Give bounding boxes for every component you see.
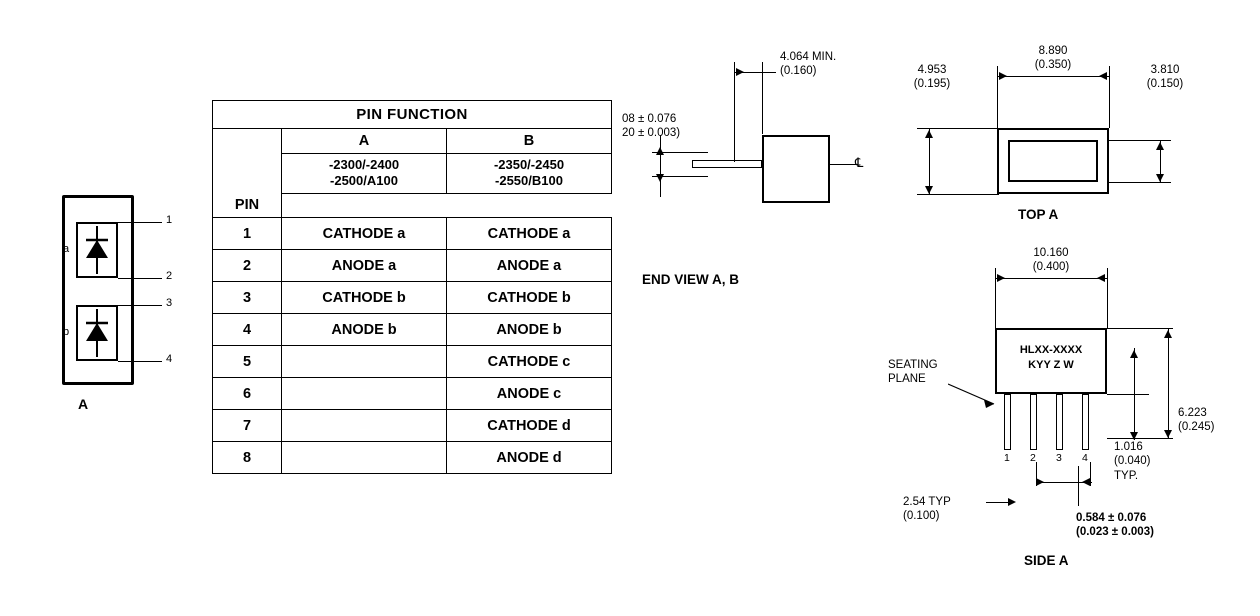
table-row <box>213 410 612 442</box>
row-0-a: CATHODE a <box>282 218 447 250</box>
top-view-right-arrow-up <box>1156 142 1164 150</box>
top-view-right-line2: (0.150) <box>1146 78 1184 91</box>
side-view-leadwidth-line2: (0.023 ± 0.003) <box>1076 526 1154 539</box>
top-view-right-ext-bottom <box>1109 182 1171 183</box>
row-3-pin: 4 <box>213 314 282 346</box>
row-1-pin: 2 <box>213 250 282 282</box>
table-row <box>213 282 612 314</box>
row-4-a <box>282 346 447 378</box>
side-view-lead-ext <box>1107 394 1149 395</box>
row-5-b: ANODE c <box>447 378 612 410</box>
pin-function-table <box>212 100 612 474</box>
side-view-width-arrow-left <box>997 274 1005 282</box>
end-view-left-dim-line1: 08 ± 0.076 <box>622 113 677 125</box>
top-view-height-arrow-up <box>925 130 933 138</box>
pin-function-title: PIN FUNCTION <box>213 101 612 129</box>
end-view-caption: END VIEW A, B <box>642 272 740 287</box>
header-col-b-parts-line1: -2350/-2450 <box>493 157 565 172</box>
pin-3-lead <box>118 305 162 306</box>
row-5-a <box>282 378 447 410</box>
header-pin-label: PIN <box>213 193 282 218</box>
table-header-letters <box>213 129 612 154</box>
top-view-width-arrow-right <box>1099 72 1107 80</box>
table-row <box>213 378 612 410</box>
row-7-b: ANODE d <box>447 442 612 474</box>
end-view-left-dim-line2: 20 ± 0.003) <box>622 127 681 140</box>
side-view-pitch-ext-left <box>1036 462 1037 486</box>
seating-plane-label <box>888 358 938 387</box>
side-view-height-line1: 6.223 <box>1178 407 1207 419</box>
top-view-width-line1: 8.890 <box>1038 45 1068 57</box>
diode-b-symbol <box>78 307 116 359</box>
row-3-a: ANODE b <box>282 314 447 346</box>
row-5-pin: 6 <box>213 378 282 410</box>
side-view-marking-line1: HLXX-XXXX <box>1019 344 1083 356</box>
table-title-row <box>213 101 612 129</box>
end-view-arrow-up <box>656 147 664 155</box>
top-view-left-dimension <box>900 63 964 92</box>
table-row <box>213 442 612 474</box>
side-view-lead-line3: TYP. <box>1114 469 1139 482</box>
end-view-lead <box>692 160 762 168</box>
side-view-leadwidth-ext <box>1078 466 1079 506</box>
side-view-pitch-leader-arrow <box>1008 498 1016 506</box>
pin-2-number: 2 <box>166 270 173 282</box>
top-view-right-ext-top <box>1109 140 1171 141</box>
side-view-pitch-line2: (0.100) <box>903 510 940 523</box>
top-view-right-arrow-down <box>1156 174 1164 182</box>
diode-a-box <box>76 222 118 278</box>
side-view-height-ext-bottom <box>1107 438 1173 439</box>
row-6-a <box>282 410 447 442</box>
side-view-leadwidth-dimension <box>1076 511 1154 540</box>
package-symbol-caption: A <box>78 396 89 412</box>
top-view-width-line2: (0.350) <box>1034 59 1072 72</box>
table-row <box>213 346 612 378</box>
side-view-height-dimension <box>1178 406 1214 435</box>
side-view-lead-2 <box>1030 394 1037 450</box>
side-view-caption: SIDE A <box>1024 553 1069 568</box>
side-view-width-arrow-right <box>1097 274 1105 282</box>
side-view-width-line2: (0.400) <box>1032 261 1070 274</box>
side-view-height-dim-line <box>1168 328 1169 438</box>
row-3-b: ANODE b <box>447 314 612 346</box>
side-view-pin-number-1: 1 <box>1004 452 1010 464</box>
top-view-inner-window <box>1008 140 1098 182</box>
side-view-lead-dimension <box>1114 440 1150 483</box>
top-view-height-arrow-down <box>925 186 933 194</box>
top-view-width-arrow-left <box>999 72 1007 80</box>
top-view-height-ext-bottom <box>917 194 999 195</box>
side-view-height-arrow-up <box>1164 330 1172 338</box>
top-view-right-dimension <box>1133 63 1197 92</box>
row-7-pin: 8 <box>213 442 282 474</box>
header-col-b-letter: B <box>447 129 612 154</box>
row-6-pin: 7 <box>213 410 282 442</box>
header-col-b-parts <box>447 154 612 194</box>
table-header-pin-row <box>213 193 612 218</box>
diode-a-label: a <box>63 243 70 255</box>
header-col-a-parts-line1: -2300/-2400 <box>328 157 400 172</box>
side-view-pitch-arrow-left <box>1036 478 1044 486</box>
pin-4-lead <box>118 361 162 362</box>
side-view-lead-line2: (0.040) <box>1114 455 1151 468</box>
side-view-pin-number-3: 3 <box>1056 452 1062 464</box>
pin-3-number: 3 <box>166 297 173 309</box>
top-view-left-line2: (0.195) <box>913 78 951 91</box>
side-view-pitch-dimension <box>903 495 951 524</box>
end-view-body <box>762 135 830 203</box>
side-view-leadwidth-line1: 0.584 ± 0.076 <box>1076 512 1147 524</box>
row-1-b: ANODE a <box>447 250 612 282</box>
side-view-height-ext-top <box>1107 328 1173 329</box>
pin-1-lead <box>118 222 162 223</box>
pin-4-number: 4 <box>166 353 173 365</box>
top-view-caption: TOP A <box>1018 207 1059 222</box>
end-view-top-arrow-right <box>736 68 744 76</box>
end-view-centerline <box>830 164 858 165</box>
side-view-lead-arrow-up <box>1130 350 1138 358</box>
side-view-width-line1: 10.160 <box>1033 247 1069 259</box>
side-view-width-dimension <box>1011 246 1091 275</box>
side-view-height-arrow-down <box>1164 430 1172 438</box>
top-view-width-dim-line <box>997 76 1109 77</box>
row-2-pin: 3 <box>213 282 282 314</box>
diode-a-symbol <box>78 224 116 276</box>
top-view-ext-right <box>1109 66 1110 128</box>
row-1-a: ANODE a <box>282 250 447 282</box>
header-col-a-parts-line2: -2500/A100 <box>330 173 398 189</box>
table-row <box>213 314 612 346</box>
top-view-width-dimension <box>1013 44 1093 73</box>
row-6-b: CATHODE d <box>447 410 612 442</box>
end-view-top-dim-line1: 4.064 MIN. <box>780 51 837 63</box>
row-2-a: CATHODE b <box>282 282 447 314</box>
seating-plane-line1: SEATING <box>888 359 938 371</box>
table-row <box>213 218 612 250</box>
top-view-right-line1: 3.810 <box>1150 64 1180 76</box>
side-view-height-line2: (0.245) <box>1178 421 1215 434</box>
end-view-top-dim-line2: (0.160) <box>780 65 817 78</box>
row-4-b: CATHODE c <box>447 346 612 378</box>
end-view-left-dimension <box>622 112 680 141</box>
end-view-top-ext-left <box>734 62 735 162</box>
side-view-pitch-ext-right <box>1090 462 1091 486</box>
row-0-b: CATHODE a <box>447 218 612 250</box>
header-col-a-parts <box>282 154 447 194</box>
side-view-pitch-line1: 2.54 TYP <box>903 496 951 508</box>
side-view-body-marking <box>995 344 1107 371</box>
seating-plane-line2: PLANE <box>888 373 926 386</box>
top-view-left-line1: 4.953 <box>917 64 947 76</box>
end-view-arrow-down <box>656 174 664 182</box>
side-view-pin-number-2: 2 <box>1030 452 1036 464</box>
row-7-a <box>282 442 447 474</box>
end-view-top-dimension <box>780 50 836 79</box>
header-col-b-parts-line2: -2550/B100 <box>495 173 563 189</box>
centerline-icon: ℄ <box>855 155 864 170</box>
side-view-pin-number-4: 4 <box>1082 452 1088 464</box>
side-view-lead-line1: 1.016 <box>1114 441 1143 453</box>
side-view-lead-3 <box>1056 394 1063 450</box>
end-view-ext-vertical <box>660 135 661 197</box>
diode-b-box <box>76 305 118 361</box>
row-4-pin: 5 <box>213 346 282 378</box>
table-row <box>213 250 612 282</box>
row-0-pin: 1 <box>213 218 282 250</box>
diode-b-label: b <box>63 326 70 338</box>
side-view-lead-arrow-down <box>1130 432 1138 440</box>
side-view-pitch-arrow-right <box>1082 478 1090 486</box>
pin-2-lead <box>118 278 162 279</box>
side-view-ext-left <box>995 268 996 328</box>
pin-1-number: 1 <box>166 214 173 226</box>
side-view-ext-right <box>1107 268 1108 328</box>
seating-plane-leader <box>948 378 1008 414</box>
row-2-b: CATHODE b <box>447 282 612 314</box>
side-view-marking-line2: KYY Z W <box>1028 359 1074 371</box>
header-col-a-letter: A <box>282 129 447 154</box>
side-view-lead-4 <box>1082 394 1089 450</box>
side-view-width-dim-line <box>995 278 1107 279</box>
